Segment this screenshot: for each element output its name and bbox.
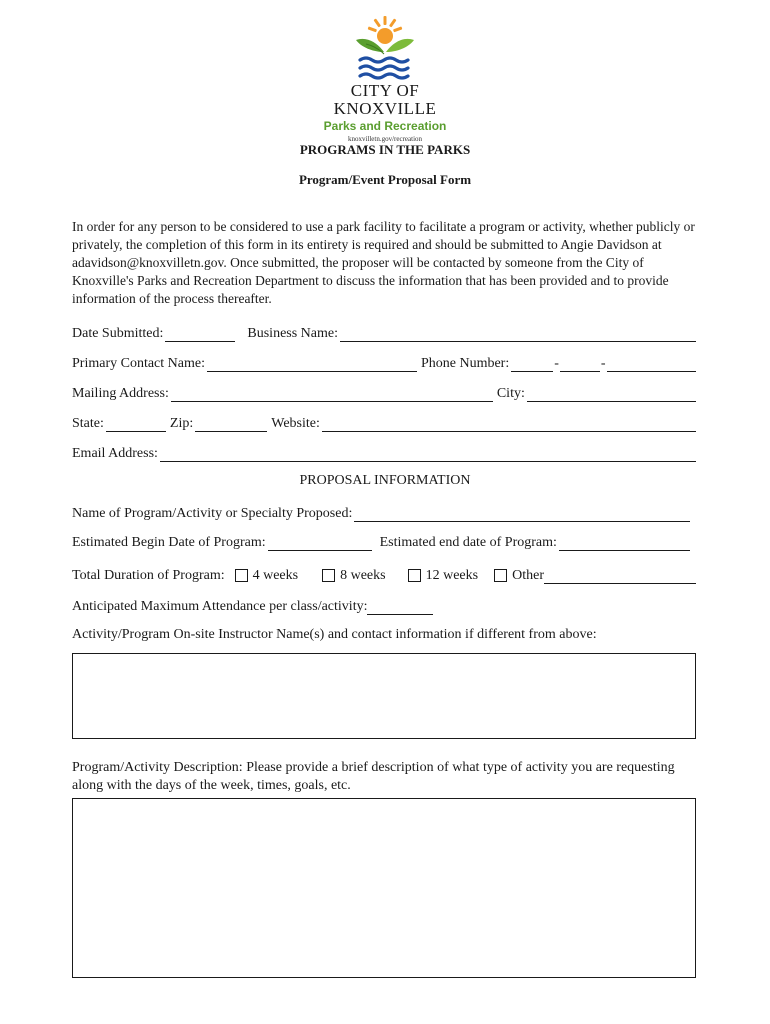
row-program-name — [72, 502, 696, 522]
phone-dash-1: - — [554, 356, 559, 371]
row-dates — [72, 531, 696, 551]
begin-date-field[interactable] — [268, 536, 372, 551]
description-label: Program/Activity Description: Please provide a brief description of what type of activity you are requesting along with the days of the week, times, goals, etc. — [72, 760, 675, 793]
zip-field[interactable] — [195, 417, 267, 432]
program-name-field[interactable] — [354, 507, 690, 522]
logo-city-name: CITY OF KNOXVILLE — [333, 81, 437, 118]
business-name-field[interactable] — [340, 327, 696, 342]
form-title: PROGRAMS IN THE PARKS — [299, 142, 471, 157]
row-contact-phone — [72, 352, 696, 372]
duration-4-weeks[interactable] — [235, 568, 299, 584]
website-label: Website: — [271, 416, 320, 431]
email-field[interactable] — [160, 447, 696, 462]
state-field[interactable] — [106, 417, 166, 432]
intro-paragraph: In order for any person to be considered to use a park facility to facilitate a program or activity, whether publicly or privately, the completion of this form in its entirety is required and should be submitted to Angie Davidson at adavidson@knoxvilletn.gov. Once submitted, the proposer will be contacted by someone from the City of Knoxville's Parks and Recreation Department to discuss the information that has been provided and to provide information of the process thereafter. — [72, 219, 695, 306]
business-name-label: Business Name: — [247, 326, 338, 341]
phone-prefix-field[interactable] — [560, 357, 600, 372]
duration-4-weeks-label: 4 weeks — [252, 568, 299, 583]
primary-contact-label: Primary Contact Name: — [72, 356, 205, 371]
zip-label: Zip: — [169, 416, 194, 431]
checkbox-8-weeks[interactable] — [322, 569, 335, 582]
description-textarea[interactable] — [72, 798, 696, 978]
duration-other-label: Other — [512, 568, 544, 583]
program-name-label: Name of Program/Activity or Specialty Proposed: — [72, 506, 353, 521]
instructor-textarea[interactable] — [72, 653, 696, 739]
form-subtitle: Program/Event Proposal Form — [298, 172, 472, 187]
phone-area-field[interactable] — [511, 357, 553, 372]
row-state-zip-website — [72, 412, 696, 432]
end-date-field[interactable] — [559, 536, 690, 551]
date-submitted-label: Date Submitted: — [72, 326, 164, 341]
city-label: City: — [496, 386, 525, 401]
date-submitted-field[interactable] — [165, 327, 235, 342]
phone-dash-2: - — [600, 356, 606, 371]
email-label: Email Address: — [72, 446, 158, 461]
attendance-field[interactable] — [367, 600, 433, 615]
begin-date-label: Estimated Begin Date of Program: — [72, 535, 266, 550]
logo-department: Parks and Recreation — [323, 119, 447, 133]
phone-number-label: Phone Number: — [420, 356, 510, 371]
duration-label: Total Duration of Program: — [72, 568, 225, 583]
checkbox-other[interactable] — [494, 569, 507, 582]
row-attendance — [72, 595, 696, 615]
state-label: State: — [72, 416, 104, 431]
row-date-business — [72, 322, 696, 342]
duration-12-weeks[interactable] — [408, 568, 479, 584]
end-date-label: Estimated end date of Program: — [379, 535, 557, 550]
mailing-address-field[interactable] — [171, 387, 493, 402]
phone-line-field[interactable] — [607, 357, 696, 372]
checkbox-4-weeks[interactable] — [235, 569, 248, 582]
city-field[interactable] — [527, 387, 696, 402]
logo-url: knoxvilletn.gov/recreation — [347, 135, 423, 143]
duration-other-field[interactable] — [544, 569, 696, 584]
checkbox-12-weeks[interactable] — [408, 569, 421, 582]
row-email — [72, 442, 696, 462]
duration-8-weeks-label: 8 weeks — [340, 568, 386, 583]
duration-12-weeks-label: 12 weeks — [425, 568, 479, 583]
row-duration — [72, 564, 696, 584]
instructor-label: Activity/Program On-site Instructor Name(s) and contact information if different from above: — [72, 627, 597, 642]
parks-logo-icon — [350, 14, 420, 80]
row-address-city — [72, 382, 696, 402]
city-logo — [300, 14, 470, 143]
primary-contact-field[interactable] — [207, 357, 417, 372]
attendance-label: Anticipated Maximum Attendance per class/activity: — [72, 599, 368, 614]
proposal-heading: PROPOSAL INFORMATION — [299, 473, 471, 488]
duration-8-weeks[interactable] — [322, 568, 386, 584]
website-field[interactable] — [322, 417, 696, 432]
mailing-address-label: Mailing Address: — [72, 386, 169, 401]
duration-other[interactable] — [494, 568, 544, 584]
